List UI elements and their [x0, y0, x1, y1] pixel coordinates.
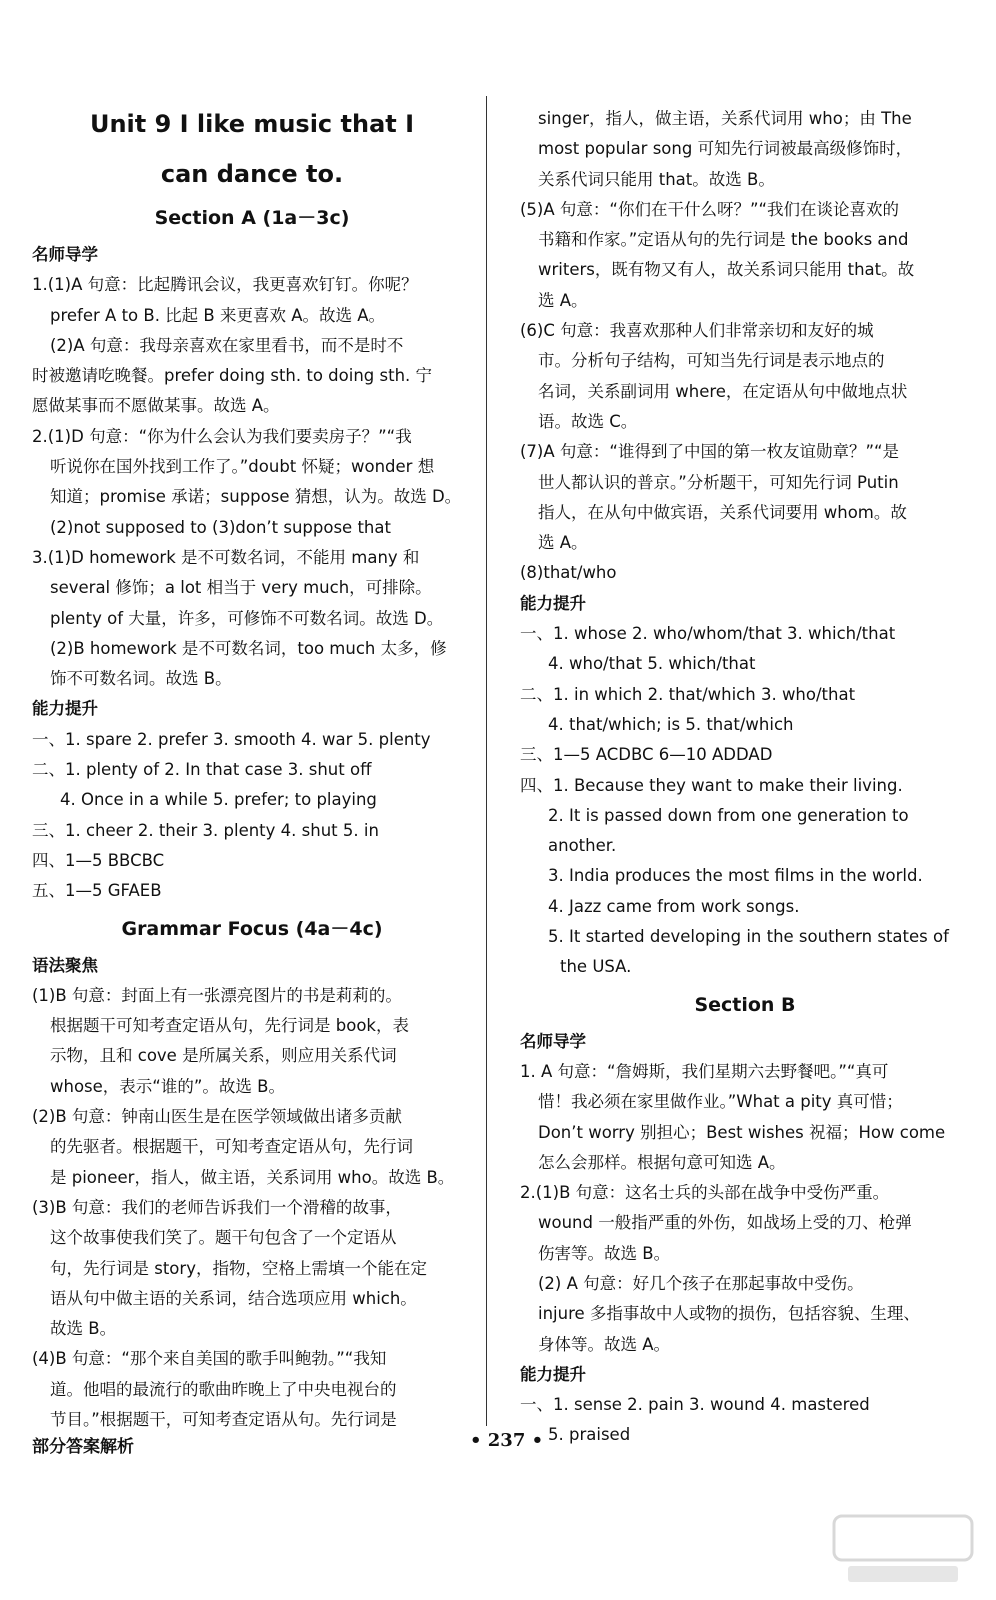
- answer-line: 饰不可数名词。故选 B。: [50, 669, 232, 689]
- answer-line: 四、1—5 BBCBC: [32, 850, 165, 870]
- answer-line: 5. praised: [548, 1425, 631, 1445]
- answer-line: prefer A to B. 比起 B 来更喜欢 A。故选 A。: [50, 305, 386, 325]
- answer-line: 4. Jazz came from work songs.: [548, 896, 800, 916]
- answer-line: 2.(1)D 句意：“你为什么会认为我们要卖房子？”“我: [32, 426, 412, 446]
- watermark-graphic: [828, 1510, 978, 1590]
- answer-line: 的先驱者。根据题干，可知考查定语从句，先行词: [50, 1137, 413, 1157]
- answer-line: plenty of 大量，许多，可修饰不可数名词。故选 D。: [50, 608, 444, 628]
- answer-line: 4. who/that 5. which/that: [548, 654, 756, 674]
- answer-line: (2)not supposed to (3)don’t suppose that: [50, 517, 391, 537]
- answer-line: 书籍和作家。”定语从句的先行词是 the books and: [538, 230, 909, 250]
- answer-line: 二、1. plenty of 2. In that case 3. shut off: [32, 760, 372, 780]
- answer-line: 二、1. in which 2. that/which 3. who/that: [520, 684, 856, 704]
- answer-line: 市。分析句子结构，可知当先行词是表示地点的: [538, 351, 885, 371]
- answer-line: (7)A 句意：“谁得到了中国的第一枚友谊勋章？”“是: [520, 442, 900, 462]
- answer-line: 4. that/which; is 5. that/which: [548, 714, 794, 734]
- answer-line: 愿做某事而不愿做某事。故选 A。: [32, 396, 280, 416]
- answer-line: 1.(1)A 句意：比起腾讯会议，我更喜欢钉钉。你呢？: [32, 275, 418, 295]
- answer-line: most popular song 可知先行词被最高级修饰时，: [538, 139, 913, 159]
- answer-line: 知道；promise 承诺；suppose 猜想，认为。故选 D。: [50, 487, 462, 507]
- answer-line: 关系代词只能用 that。故选 B。: [538, 169, 775, 189]
- grammar-focus-heading: Grammar Focus (4a－4c): [121, 917, 383, 940]
- answer-line: 1. A 句意：“詹姆斯，我们星期六去野餐吧。”“真可: [520, 1061, 889, 1081]
- answer-line: 选 A。: [538, 290, 588, 310]
- answer-line: (6)C 句意：我喜欢那种人们非常亲切和友好的城: [520, 321, 874, 341]
- answer-line: 三、1—5 ACDBC 6—10 ADDAD: [520, 745, 773, 765]
- answer-line: wound 一般指严重的外伤，如战场上受的刀、枪弹: [538, 1213, 912, 1233]
- answer-line: 名词，关系副词用 where，在定语从句中做地点状: [538, 381, 908, 401]
- answer-line: 句，先行词是 story，指物，空格上需填一个能在定: [50, 1258, 427, 1278]
- answer-line: (2)B 句意：钟南山医生是在医学领域做出诸多贡献: [32, 1107, 402, 1127]
- answer-line: 一、1. sense 2. pain 3. wound 4. mastered: [520, 1395, 870, 1415]
- answer-line: 故选 B。: [50, 1319, 117, 1339]
- footer-label: 部分答案解析: [32, 1437, 134, 1457]
- left-column: [32, 96, 472, 1435]
- mingshi-heading: 名师导学: [32, 245, 98, 264]
- answer-line: (8)that/who: [520, 563, 617, 583]
- right-column: [520, 104, 970, 1451]
- answer-line: (2)B homework 是不可数名词，too much 太多，修: [50, 638, 447, 658]
- answer-line: 2.(1)B 句意：这名士兵的头部在战争中受伤严重。: [520, 1183, 890, 1203]
- answer-line: 身体等。故选 A。: [538, 1334, 671, 1354]
- answer-line: Don’t worry 别担心；Best wishes 祝福；How come: [538, 1122, 946, 1142]
- answer-line: 一、1. whose 2. who/whom/that 3. which/that: [520, 624, 896, 644]
- answer-line: (5)A 句意：“你们在干什么呀？”“我们在谈论喜欢的: [520, 199, 900, 219]
- answer-line: 这个故事使我们笑了。题干句包含了一个定语从: [50, 1228, 397, 1248]
- answer-line: 指人，在从句中做宾语，关系代词要用 whom。故: [538, 502, 907, 522]
- answer-line: 3.(1)D homework 是不可数名词，不能用 many 和: [32, 547, 420, 567]
- answer-line: 根据题干可知考查定语从句，先行词是 book，表: [50, 1016, 409, 1036]
- answer-line: (3)B 句意：我们的老师告诉我们一个滑稽的故事，: [32, 1197, 402, 1217]
- answer-line: 示物，且和 cove 是所属关系，则应用关系代词: [50, 1046, 397, 1066]
- answer-line: 3. India produces the most films in the world.: [548, 866, 923, 886]
- answer-line: 怎么会那样。根据句意可知选 A。: [538, 1152, 786, 1172]
- answer-line: 惜！我必须在家里做作业。”What a pity 真可惜；: [538, 1092, 903, 1112]
- answer-line: 5. It started developing in the southern states of: [548, 927, 949, 947]
- answer-line: writers，既有物又有人，故关系词只能用 that。故: [538, 260, 915, 280]
- answer-line: 2. It is passed down from one generation to another.: [548, 805, 909, 856]
- answer-line: 五、1—5 GFAEB: [32, 881, 162, 901]
- answer-line: 时被邀请吃晚餐。prefer doing sth. to doing sth. 宁: [32, 366, 433, 386]
- nengli-heading: 能力提升: [520, 593, 586, 613]
- yufa-heading: 语法聚焦: [32, 955, 98, 975]
- page-number: • 237 •: [470, 1430, 544, 1451]
- answer-line: 伤害等。故选 B。: [538, 1243, 671, 1263]
- answer-line: 是 pioneer，指人，做主语，关系词用 who。故选 B。: [50, 1167, 455, 1187]
- answer-line: whose，表示“谁的”。故选 B。: [50, 1076, 285, 1096]
- answer-line: 世人都认识的普京。”分析题干，可知先行词 Putin: [538, 472, 899, 492]
- answer-line: 听说你在国外找到工作了。”doubt 怀疑；wonder 想: [50, 457, 435, 477]
- answer-line: several 修饰；a lot 相当于 very much，可排除。: [50, 578, 432, 598]
- answer-line: singer，指人，做主语，关系代词用 who；由 The: [538, 109, 912, 128]
- section-b-heading: Section B: [694, 993, 796, 1016]
- unit-title-line-1: Unit 9 I like music that I: [89, 110, 415, 138]
- answer-line: (2) A 句意：好几个孩子在那起事故中受伤。: [538, 1273, 864, 1293]
- answer-line: the USA.: [560, 957, 632, 977]
- answer-line: (2)A 句意：我母亲喜欢在家里看书，而不是时不: [50, 335, 404, 355]
- answer-line: 语。故选 C。: [538, 411, 638, 431]
- section-a-heading: Section A (1a－3c): [154, 207, 350, 229]
- column-divider: [486, 96, 487, 1426]
- answer-line: 节目。”根据题干，可知考查定语从句。先行词是: [50, 1409, 397, 1429]
- answer-line: 语从句中做主语的关系词，结合选项应用 which。: [50, 1288, 417, 1308]
- nengli-heading: 能力提升: [520, 1364, 586, 1384]
- answer-line: (1)B 句意：封面上有一张漂亮图片的书是莉莉的。: [32, 985, 402, 1005]
- answer-line: 四、1. Because they want to make their living.: [520, 775, 903, 795]
- unit-title-line-2: can dance to.: [160, 160, 344, 188]
- answer-line: 4. Once in a while 5. prefer; to playing: [60, 790, 377, 810]
- answer-line: (4)B 句意：“那个来自美国的歌手叫鲍勃。”“我知: [32, 1349, 387, 1369]
- answer-line: injure 多指事故中人或物的损伤，包括容貌、生理、: [538, 1304, 920, 1324]
- answer-line: 一、1. spare 2. prefer 3. smooth 4. war 5. plenty: [32, 729, 431, 749]
- mingshi-heading: 名师导学: [520, 1031, 586, 1051]
- answer-line: 三、1. cheer 2. their 3. plenty 4. shut 5. in: [32, 820, 379, 840]
- nengli-heading: 能力提升: [32, 699, 98, 719]
- watermark-logo: [828, 1510, 978, 1590]
- answer-line: 选 A。: [538, 533, 588, 553]
- answer-line: 道。他唱的最流行的歌曲昨晚上了中央电视台的: [50, 1379, 397, 1399]
